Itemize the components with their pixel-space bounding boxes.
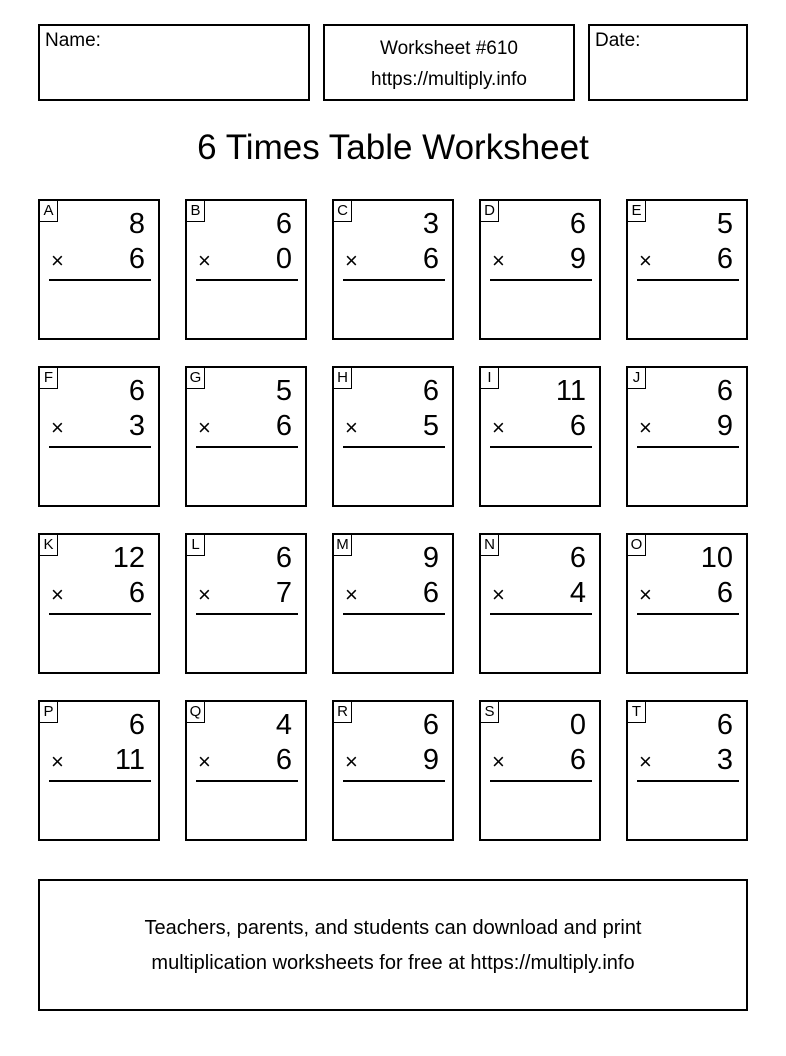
problem-letter: P [39,701,58,723]
page-title: 6 Times Table Worksheet [197,128,589,167]
problem-card-l[interactable] [185,533,307,674]
footer-box [38,879,748,1011]
multiplier: 6 [569,410,586,442]
multiplier: 6 [569,744,586,776]
times-sign: × [639,248,652,273]
multiplier: 6 [128,243,145,275]
multiplicand: 6 [716,375,733,407]
multiplicand: 6 [569,542,586,574]
multiplier: 3 [716,744,733,776]
times-sign: × [51,582,64,607]
times-sign: × [492,749,505,774]
problem-letter: E [627,200,646,222]
times-sign: × [492,582,505,607]
multiplicand: 11 [555,375,586,407]
answer-line [343,613,445,615]
answer-line [637,279,739,281]
problem-letter: N [480,534,499,556]
problem-letter: T [627,701,646,723]
answer-line [343,446,445,448]
problem-card-e[interactable] [626,199,748,340]
multiplicand: 6 [128,709,145,741]
answer-line [196,613,298,615]
problem-card-q[interactable] [185,700,307,841]
multiplier: 9 [716,410,733,442]
times-sign: × [198,582,211,607]
date-field[interactable] [588,24,748,101]
times-sign: × [51,415,64,440]
problem-letter: D [480,200,499,222]
problem-letter: J [627,367,646,389]
multiplier: 4 [569,577,586,609]
date-label: Date: [595,30,641,51]
times-sign: × [51,749,64,774]
problem-card-t[interactable] [626,700,748,841]
multiplicand: 12 [112,542,145,574]
multiplicand: 5 [275,375,292,407]
times-sign: × [345,582,358,607]
problem-letter: I [480,367,499,389]
multiplier: 9 [569,243,586,275]
problem-card-h[interactable] [332,366,454,507]
times-sign: × [198,749,211,774]
multiplier: 11 [114,744,145,776]
problem-letter: L [186,534,205,556]
multiplicand: 3 [422,208,439,240]
problem-card-i[interactable] [479,366,601,507]
times-sign: × [639,749,652,774]
problem-card-m[interactable] [332,533,454,674]
name-field[interactable] [38,24,310,101]
problem-card-p[interactable] [38,700,160,841]
multiplier: 6 [128,577,145,609]
problem-card-j[interactable] [626,366,748,507]
answer-line [490,780,592,782]
footer-line-1: Teachers, parents, and students can download and print [144,917,642,939]
problem-letter: A [39,200,58,222]
multiplicand: 6 [569,208,586,240]
multiplier: 3 [128,410,145,442]
problem-letter: B [186,200,205,222]
times-sign: × [639,582,652,607]
answer-line [490,613,592,615]
multiplier: 6 [716,577,733,609]
problem-letter: K [39,534,58,556]
problem-card-s[interactable] [479,700,601,841]
times-sign: × [492,415,505,440]
answer-line [49,613,151,615]
answer-line [49,780,151,782]
answer-line [637,446,739,448]
answer-line [49,446,151,448]
multiplier: 6 [422,577,439,609]
problem-card-b[interactable] [185,199,307,340]
multiplicand: 6 [422,709,439,741]
multiplier: 6 [716,243,733,275]
multiplier: 6 [422,243,439,275]
times-sign: × [345,749,358,774]
answer-line [196,780,298,782]
answer-line [637,780,739,782]
answer-line [637,613,739,615]
footer-line-2: multiplication worksheets for free at https://multiply.info [151,952,635,974]
times-sign: × [345,248,358,273]
problem-card-o[interactable] [626,533,748,674]
answer-line [196,446,298,448]
problem-letter: C [333,200,352,222]
answer-line [343,780,445,782]
multiplicand: 6 [422,375,439,407]
problem-letter: O [627,534,646,556]
multiplicand: 10 [700,542,733,574]
multiplier: 6 [275,410,292,442]
multiplicand: 6 [275,208,292,240]
answer-line [490,446,592,448]
answer-line [343,279,445,281]
answer-line [49,279,151,281]
problem-card-f[interactable] [38,366,160,507]
problem-letter: S [480,701,499,723]
problem-card-a[interactable] [38,199,160,340]
multiplicand: 9 [422,542,439,574]
problem-card-n[interactable] [479,533,601,674]
problem-card-k[interactable] [38,533,160,674]
problem-card-c[interactable] [332,199,454,340]
multiplier: 5 [422,410,439,442]
multiplicand: 5 [716,208,733,240]
problem-letter: Q [186,701,205,723]
multiplier: 6 [275,744,292,776]
multiplicand: 6 [128,375,145,407]
worksheet-info-box [323,24,575,101]
multiplicand: 6 [716,709,733,741]
multiplicand: 0 [569,709,586,741]
multiplicand: 6 [275,542,292,574]
times-sign: × [639,415,652,440]
times-sign: × [198,415,211,440]
multiplicand: 8 [128,208,145,240]
problem-letter: M [333,534,352,556]
problem-letter: G [186,367,205,389]
times-sign: × [492,248,505,273]
problem-card-d[interactable] [479,199,601,340]
answer-line [490,279,592,281]
name-label: Name: [45,30,101,51]
multiplier: 0 [275,243,292,275]
worksheet-number: Worksheet #610 [379,38,518,59]
problem-card-r[interactable] [332,700,454,841]
times-sign: × [345,415,358,440]
problem-letter: F [39,367,58,389]
multiplier: 7 [275,577,292,609]
worksheet-url: https://multiply.info [371,69,527,90]
times-sign: × [198,248,211,273]
multiplier: 9 [422,744,439,776]
times-sign: × [51,248,64,273]
answer-line [196,279,298,281]
problem-letter: H [333,367,352,389]
problem-letter: R [333,701,352,723]
multiplicand: 4 [275,709,292,741]
problem-card-g[interactable] [185,366,307,507]
